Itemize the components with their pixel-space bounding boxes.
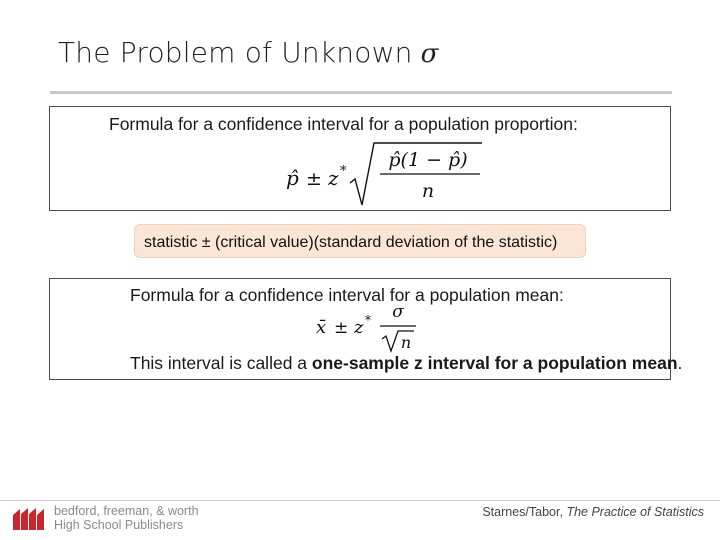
mean-formula-box: [49, 278, 683, 380]
macmillan-logo-icon: [12, 506, 46, 532]
mean-denominator: n: [400, 333, 412, 352]
publisher-logo: [12, 504, 199, 534]
proportion-formula-heading: Formula for a confidence interval for a population proportion:: [109, 114, 578, 134]
title-divider: [50, 91, 672, 94]
sigma-numerator: σ: [392, 302, 404, 322]
interval-name-note: [130, 353, 682, 374]
general-formula-callout: statistic ± (critical value)(standard deviation of the statistic): [144, 234, 558, 251]
plus-minus-symbol: ±: [334, 318, 349, 338]
z-symbol: z: [328, 166, 339, 190]
note-bold-term: one-sample z interval for a population mean: [311, 353, 678, 373]
proportion-numerator: p̂(1 − p̂): [388, 149, 468, 171]
star-superscript: *: [365, 313, 371, 327]
citation-title: The Practice of Statistics: [566, 505, 704, 519]
proportion-formula-box: [49, 106, 671, 211]
star-superscript: *: [340, 164, 347, 179]
mean-formula: [312, 301, 462, 353]
book-citation: [482, 505, 704, 519]
slide-title: [58, 36, 439, 69]
sigma-symbol: σ: [420, 39, 439, 69]
proportion-formula: [282, 137, 492, 211]
x-bar-symbol: x̄: [316, 317, 327, 338]
slide-title-text: The Problem of Unknown: [58, 36, 413, 69]
proportion-denominator: n: [421, 180, 435, 202]
footer-divider: [0, 500, 720, 501]
publisher-division: High School Publishers: [54, 518, 184, 532]
citation-authors: Starnes/Tabor,: [482, 505, 563, 519]
mean-formula-heading: Formula for a confidence interval for a population mean:: [130, 285, 564, 305]
plus-minus-symbol: ±: [306, 168, 322, 190]
z-symbol: z: [354, 317, 364, 338]
publisher-name: bedford, freeman, & worth: [54, 504, 199, 518]
note-suffix: .: [677, 353, 683, 373]
note-prefix: This interval is called a: [130, 353, 312, 373]
p-hat-symbol: p̂: [286, 166, 299, 190]
